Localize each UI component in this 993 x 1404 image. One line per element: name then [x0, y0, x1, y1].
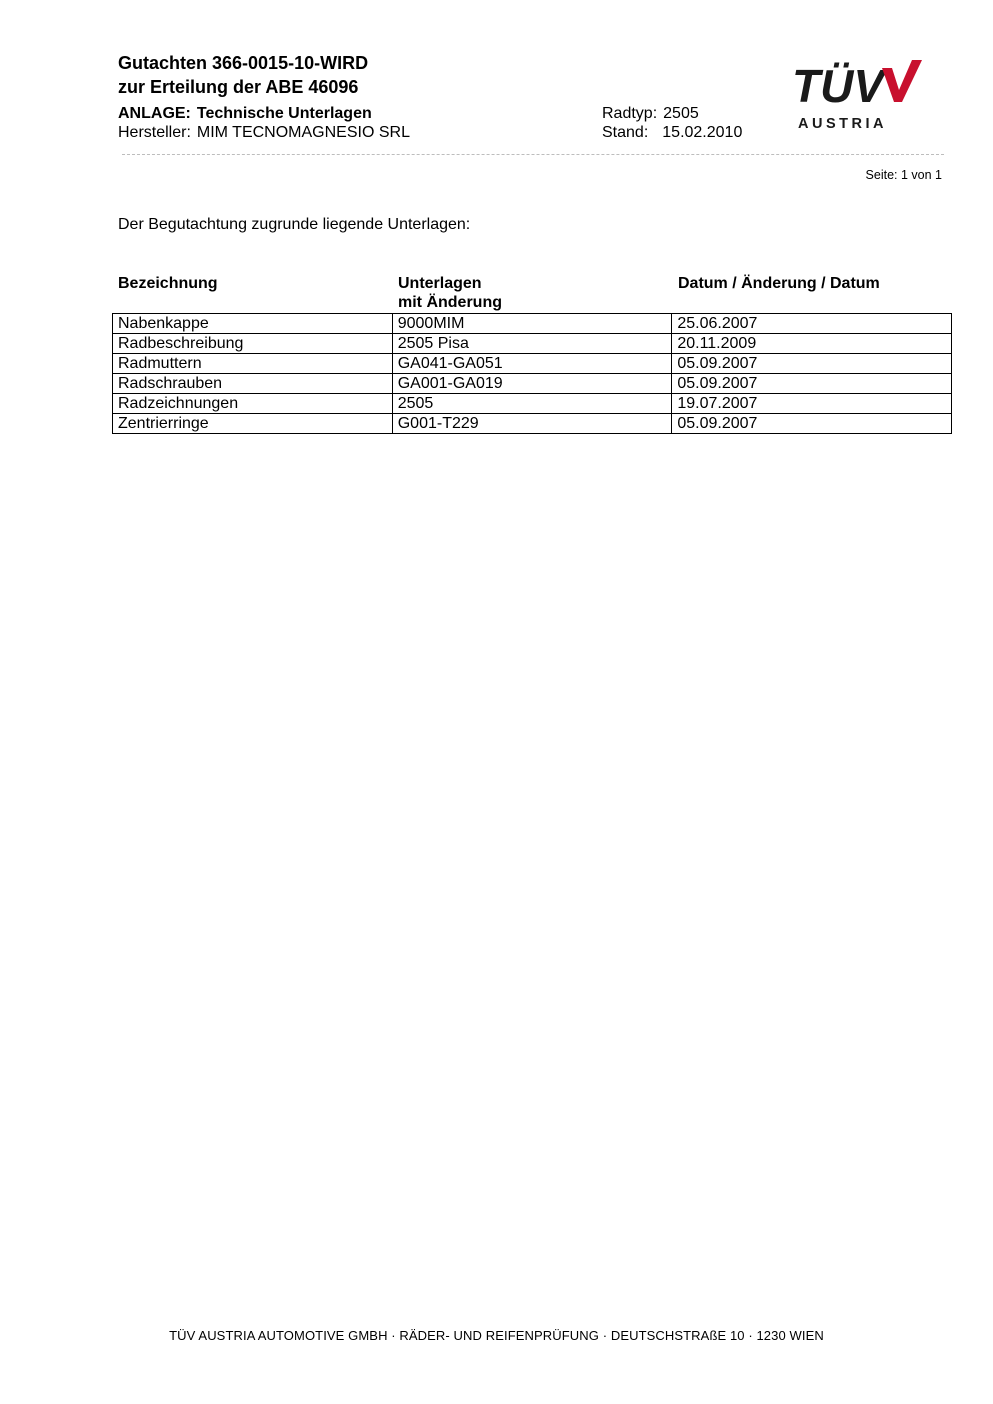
cell-unterlagen: GA041-GA051	[392, 354, 672, 374]
logo-check-mark	[882, 60, 922, 102]
table-row	[113, 394, 952, 414]
cell-bezeichnung: Nabenkappe	[113, 314, 393, 334]
stand-value: 15.02.2010	[662, 124, 743, 141]
table-row	[113, 374, 952, 394]
cell-datum: 05.09.2007	[672, 374, 952, 394]
hersteller-value: MIM TECNOMAGNESIO SRL	[196, 124, 410, 141]
cell-unterlagen: G001-T229	[392, 414, 672, 434]
intro-text: Der Begutachtung zugrunde liegende Unterlagen:	[118, 216, 471, 233]
tuv-austria-logo	[792, 56, 922, 136]
hersteller-line	[118, 123, 410, 142]
page-number: Seite: 1 von 1	[865, 168, 942, 182]
column-header-datum: Datum / Änderung / Datum	[678, 275, 880, 292]
anlage-label: ANLAGE:	[118, 105, 191, 122]
page-footer: TÜV AUSTRIA AUTOMOTIVE GMBH · RÄDER- UND REIFENPRÜFUNG · DEUTSCHSTRAßE 10 · 1230 WIEN	[169, 1328, 824, 1343]
cell-datum: 19.07.2007	[672, 394, 952, 414]
header-divider	[122, 154, 944, 155]
anlage-value: Technische Unterlagen	[196, 105, 372, 122]
cell-datum: 20.11.2009	[672, 334, 952, 354]
cell-bezeichnung: Radbeschreibung	[113, 334, 393, 354]
stand-line	[602, 123, 742, 142]
column-header-bezeichnung: Bezeichnung	[118, 275, 218, 292]
column-header-unterlagen-line2: mit Änderung	[398, 294, 502, 311]
table-row	[113, 314, 952, 334]
cell-datum: 25.06.2007	[672, 314, 952, 334]
cell-unterlagen: GA001-GA019	[392, 374, 672, 394]
documents-table	[112, 313, 952, 434]
cell-unterlagen: 9000MIM	[392, 314, 672, 334]
cell-unterlagen: 2505	[392, 394, 672, 414]
document-subtitle: zur Erteilung der ABE 46096	[118, 77, 359, 97]
table-row	[113, 414, 952, 434]
radtyp-value: 2505	[663, 105, 699, 122]
hersteller-label: Hersteller:	[118, 124, 191, 141]
cell-datum: 05.09.2007	[672, 414, 952, 434]
document-title: Gutachten 366-0015-10-WIRD	[118, 53, 369, 73]
table-row	[113, 354, 952, 374]
cell-bezeichnung: Radzeichnungen	[113, 394, 393, 414]
cell-bezeichnung: Radschrauben	[113, 374, 393, 394]
cell-unterlagen: 2505 Pisa	[392, 334, 672, 354]
cell-datum: 05.09.2007	[672, 354, 952, 374]
cell-bezeichnung: Zentrierringe	[113, 414, 393, 434]
cell-bezeichnung: Radmuttern	[113, 354, 393, 374]
table-row	[113, 334, 952, 354]
logo-austria-text: AUSTRIA	[798, 116, 887, 132]
column-header-unterlagen	[398, 274, 502, 312]
column-header-unterlagen-line1: Unterlagen	[398, 275, 482, 292]
radtyp-label: Radtyp:	[602, 105, 658, 122]
radtyp-line	[602, 104, 699, 123]
stand-label: Stand:	[602, 124, 649, 141]
logo-tuv-text: TÜV	[792, 60, 884, 112]
anlage-line	[118, 104, 372, 123]
